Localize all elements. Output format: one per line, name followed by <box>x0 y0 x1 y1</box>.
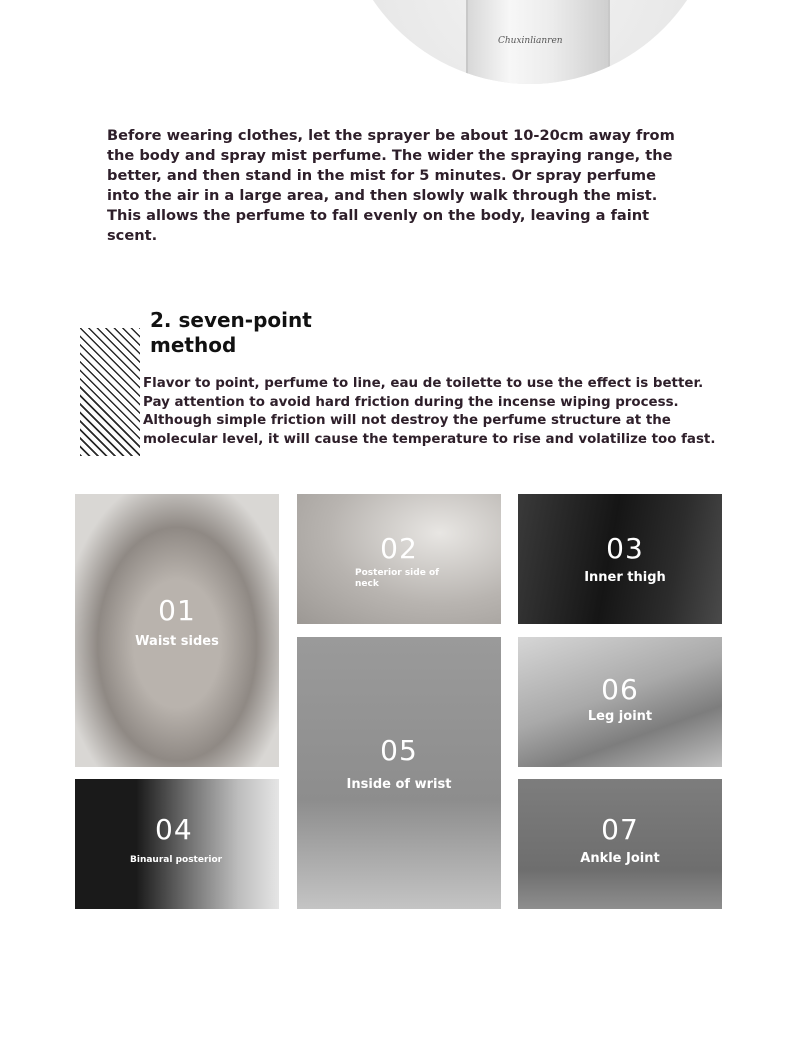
point-label: Inner thigh <box>584 570 666 585</box>
point-number: 05 <box>380 734 418 767</box>
point-number: 01 <box>158 594 196 627</box>
point-tile-neck <box>297 494 501 624</box>
point-tile-wrist <box>297 637 501 909</box>
perfume-bottle <box>466 0 610 84</box>
point-tile-waist-sides <box>75 494 279 767</box>
point-label: Leg joint <box>587 709 653 724</box>
point-tile-ears <box>75 779 279 909</box>
point-number: 07 <box>601 813 639 846</box>
section-title: 2. seven-point method <box>148 308 352 358</box>
point-tile-leg-joint <box>518 637 722 767</box>
point-label: Waist sides <box>135 634 219 649</box>
point-label: Binaural posterior <box>130 855 223 865</box>
hero-perfume-image <box>340 0 720 84</box>
diagonal-stripe-decoration <box>80 328 140 456</box>
bottle-brand-text: Chuxinlianren <box>498 36 563 46</box>
point-label: Ankle Joint <box>580 851 660 866</box>
intro-paragraph: Before wearing clothes, let the sprayer be about 10-20cm away from the body and spray mist perfume. The wider the spraying range, the better, and then stand in the mist for 5 minutes. Or spray perfume into the air in a large area, and then slowly walk through the mist. This allows the perfume to fall evenly on the body, leaving a faint scent. <box>107 127 675 244</box>
point-number: 02 <box>380 532 418 565</box>
section-description: Flavor to point, perfume to line, eau de toilette to use the effect is better. Pay attention to avoid hard friction during the incense wiping process. Although simple friction will not destroy the perfume structure at the molecular level, it will cause the temperature to rise and volatilize too fast. <box>141 375 725 449</box>
point-tile-ankle-joint <box>518 779 722 909</box>
point-number: 04 <box>155 813 193 846</box>
point-label: Posterior side of neck <box>355 568 440 589</box>
point-label: Inside of wrist <box>346 777 452 792</box>
point-number: 06 <box>601 673 639 706</box>
point-number: 03 <box>606 532 644 565</box>
point-tile-inner-thigh <box>518 494 722 624</box>
